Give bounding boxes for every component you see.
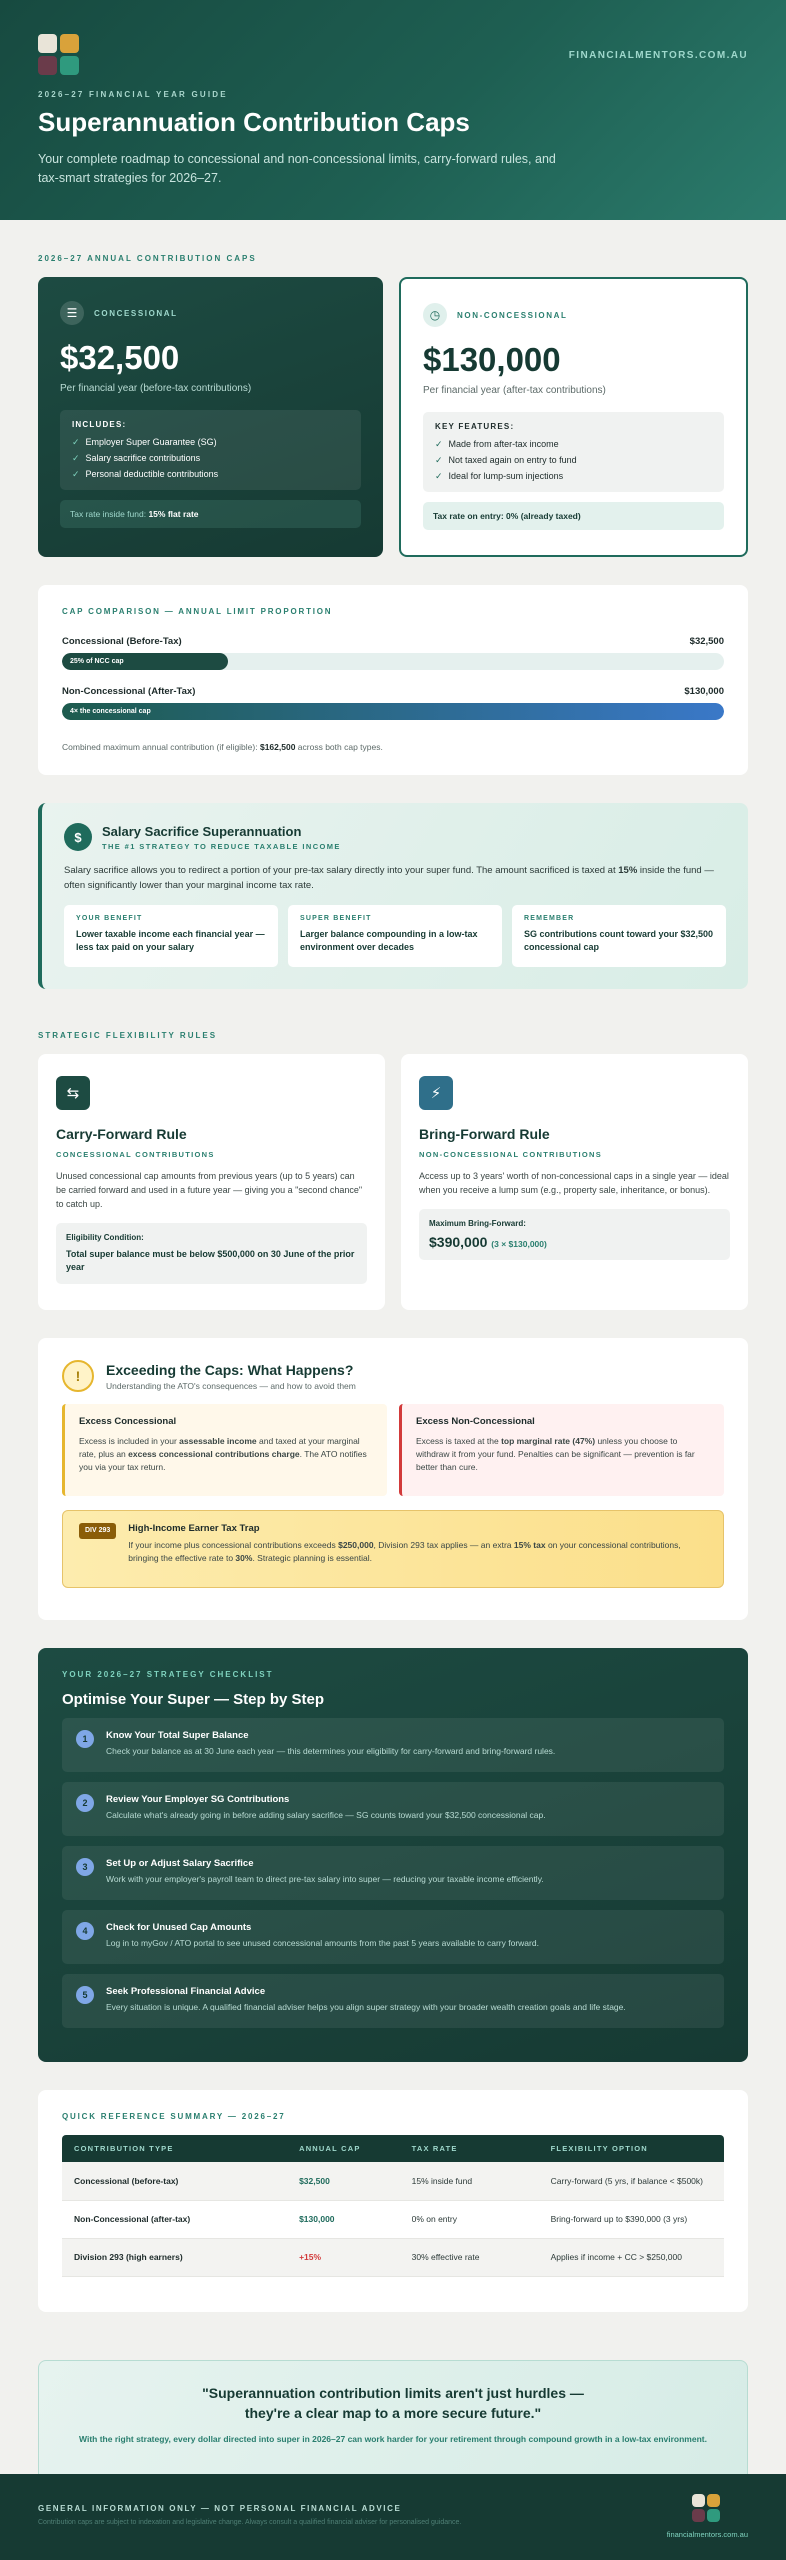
checklist-step: 4 Check for Unused Cap Amounts Log in to myGov / ATO portal to see unused concessional amounts from the past 5 years available to carry forward. — [62, 1910, 724, 1964]
warning-icon: ! — [62, 1360, 94, 1392]
non-concessional-features — [423, 412, 724, 492]
quote-subtext: With the right strategy, every dollar directed into super in 2026–27 can work harder for your retirement through compound growth in a low-tax environment. — [79, 2434, 707, 2444]
excess-non-concessional-box: Excess Non-Concessional Excess is taxed at the top marginal rate (47%) unless you choose to withdraw it from your fund. Penalties can be significant — prevention is far better than cure. — [399, 1404, 724, 1496]
checklist-label: YOUR 2026–27 STRATEGY CHECKLIST — [62, 1670, 274, 1679]
footer — [0, 2474, 786, 2560]
benefit-card: REMEMBER SG contributions count toward your $32,500 concessional cap — [512, 905, 726, 967]
benefit-card: SUPER BENEFIT Larger balance compounding in a low-tax environment over decades — [288, 905, 502, 967]
page-title: Superannuation Contribution Caps — [38, 107, 470, 137]
progress-bar-concessional — [62, 653, 724, 670]
concessional-tag: CONCESSIONAL — [94, 308, 178, 318]
hero-header — [0, 0, 786, 220]
caps-cards — [0, 277, 786, 557]
check-icon: ✓ — [72, 453, 80, 463]
footer-site-link[interactable]: financialmentors.com.au — [666, 2530, 748, 2539]
summary-label: QUICK REFERENCE SUMMARY — 2026–27 — [62, 2112, 286, 2121]
checklist-step: 2 Review Your Employer SG Contributions Calculate what's already going in before adding salary sacrifice — SG counts toward your $32,500 concessional cap. — [62, 1782, 724, 1836]
footer-logo — [692, 2494, 722, 2524]
checklist-step: 5 Seek Professional Financial Advice Every situation is unique. A qualified financial adviser helps you align super strategy with your broader wealth creation goals and life stage. — [62, 1974, 724, 2028]
checklist-step: 1 Know Your Total Super Balance Check your balance as at 30 June each year — this determines your eligibility for carry-forward and bring-forward rules. — [62, 1718, 724, 1772]
table-row: Concessional (before-tax) $32,500 15% inside fund Carry-forward (5 yrs, if balance < $500k) — [62, 2162, 724, 2200]
concessional-period: Per financial year (before-tax contributions) — [60, 383, 252, 394]
comparison-note: Combined maximum annual contribution (if eligible): $162,500 across both cap types. — [62, 742, 383, 752]
dollar-icon: $ — [64, 823, 92, 851]
carry-forward-title: Carry-Forward Rule — [56, 1126, 187, 1142]
progress-bar-non-concessional — [62, 703, 724, 720]
check-icon: ✓ — [435, 455, 443, 465]
list-item: ✓ Not taxed again on entry to fund — [435, 455, 577, 465]
hero-eyebrow: 2026–27 FINANCIAL YEAR GUIDE — [38, 90, 228, 99]
lightning-icon: ⚡ — [419, 1076, 453, 1110]
max-bring-forward-box: Maximum Bring-Forward: $390,000 (3 × $130,000) — [419, 1209, 730, 1260]
comparison-row-non-concessional: Non-Concessional (After-Tax) $130,000 — [62, 686, 724, 697]
non-concessional-tag: NON-CONCESSIONAL — [457, 310, 568, 320]
non-concessional-amount: $130,000 — [423, 341, 561, 378]
salary-sacrifice-body: Salary sacrifice allows you to redirect a portion of your pre-tax salary directly into your super fund. The amount sacrificed is taxed at 15% inside the fund — often significantly lower than your marginal income tax rate. — [64, 865, 714, 891]
div293-badge: DIV 293 — [79, 1523, 116, 1539]
check-icon: ✓ — [435, 471, 443, 481]
exceeding-caps-card — [38, 1338, 748, 1620]
exceeding-subtitle: Understanding the ATO's consequences — and how to avoid them — [106, 1380, 356, 1391]
benefit-card: YOUR BENEFIT Lower taxable income each financial year — less tax paid on your salary — [64, 905, 278, 967]
footer-disclaimer-heading: GENERAL INFORMATION ONLY — NOT PERSONAL FINANCIAL ADVICE — [38, 2504, 402, 2513]
excess-concessional-box: Excess Concessional Excess is included in your assessable income and taxed at your marginal rate, plus an excess concessional contributions charge. The ATO notifies you via your tax return. — [62, 1404, 387, 1496]
page-subtitle: Your complete roadmap to concessional and non-concessional limits, carry-forward rules, and tax-smart strategies for 2026–27. — [38, 152, 556, 185]
quick-reference-summary — [38, 2090, 748, 2312]
features-heading: KEY FEATURES: — [435, 422, 515, 431]
strategy-checklist — [38, 1648, 748, 2062]
concessional-includes — [60, 410, 361, 490]
non-concessional-period: Per financial year (after-tax contributions) — [423, 385, 606, 396]
check-icon: ✓ — [435, 439, 443, 449]
cap-comparison — [38, 585, 748, 775]
rules-section-label: STRATEGIC FLEXIBILITY RULES — [38, 1031, 218, 1040]
quote-line-2: they're a clear map to a more secure future." — [244, 2405, 542, 2421]
list-item: ✓ Salary sacrifice contributions — [72, 453, 201, 463]
closing-quote — [38, 2360, 748, 2482]
clock-icon: ◷ — [423, 303, 447, 327]
list-item: ✓ Personal deductible contributions — [72, 469, 219, 479]
progress-fill: 25% of NCC cap — [62, 653, 228, 670]
concessional-tax-rate: Tax rate inside fund: 15% flat rate — [60, 500, 361, 528]
concessional-card — [38, 277, 383, 557]
carry-forward-body: Unused concessional cap amounts from previous years (up to 5 years) can be carried forward and used in a future year — giving you a "second chance" to catch up. — [56, 1171, 363, 1209]
bring-forward-title: Bring-Forward Rule — [419, 1126, 550, 1142]
progress-fill: 4× the concessional cap — [62, 703, 724, 720]
table-row: Division 293 (high earners) +15% 30% effective rate Applies if income + CC > $250,000 — [62, 2238, 724, 2276]
comparison-row-concessional: Concessional (Before-Tax) $32,500 — [62, 636, 724, 647]
comparison-label: CAP COMPARISON — ANNUAL LIMIT PROPORTION — [62, 607, 333, 616]
carry-forward-card — [38, 1054, 385, 1310]
summary-table: CONTRIBUTION TYPE ANNUAL CAP TAX RATE FLEXIBILITY OPTION Concessional (before-tax) $32,500 15% inside fund Carry-forward (5 yrs, if balance < $500k) Non-Concessional (after-tax) $130,000 0% on entry Bring-forward up to $390,000 (3 yrs) Division 293 (high earners) +15% 30% effective rate Applies if income + CC > $250,000 — [62, 2135, 724, 2277]
check-icon: ✓ — [72, 469, 80, 479]
swap-arrows-icon: ⇆ — [56, 1076, 90, 1110]
list-item: ✓ Made from after-tax income — [435, 439, 559, 449]
check-icon: ✓ — [72, 437, 80, 447]
non-concessional-tax-rate: Tax rate on entry: 0% (already taxed) — [423, 502, 724, 530]
list-item: ✓ Employer Super Guarantee (SG) — [72, 437, 217, 447]
layers-icon: ☰ — [60, 301, 84, 325]
bring-forward-subtitle: NON-CONCESSIONAL CONTRIBUTIONS — [419, 1150, 603, 1159]
quote-line-1: "Superannuation contribution limits aren't just hurdles — — [202, 2385, 584, 2401]
includes-heading: INCLUDES: — [72, 420, 127, 429]
eligibility-box: Eligibility Condition: Total super balance must be below $500,000 on 30 June of the prior year — [56, 1223, 367, 1284]
salary-sacrifice-title: Salary Sacrifice Superannuation — [102, 823, 302, 839]
table-row: Non-Concessional (after-tax) $130,000 0% on entry Bring-forward up to $390,000 (3 yrs) — [62, 2200, 724, 2238]
checklist-title: Optimise Your Super — Step by Step — [62, 1691, 324, 1708]
site-link[interactable]: FINANCIALMENTORS.COM.AU — [568, 50, 748, 61]
bring-forward-card — [401, 1054, 748, 1310]
checklist-step: 3 Set Up or Adjust Salary Sacrifice Work with your employer's payroll team to direct pre-tax salary into super — reducing your taxable income efficiently. — [62, 1846, 724, 1900]
div293-trap-box: DIV 293 High-Income Earner Tax Trap If your income plus concessional contributions exceeds $250,000, Division 293 tax applies — an extra 15% tax on your concessional contributions, bringing the effective rate to 30%. Strategic planning is essential. — [62, 1510, 724, 1588]
salary-sacrifice-card — [38, 803, 748, 989]
non-concessional-card — [399, 277, 748, 557]
exceeding-title: Exceeding the Caps: What Happens? — [106, 1361, 354, 1378]
list-item: ✓ Ideal for lump-sum injections — [435, 471, 564, 481]
logo — [38, 34, 82, 78]
footer-disclaimer-text: Contribution caps are subject to indexation and legislative change. Always consult a qualified financial adviser for personalised guidance. — [38, 2519, 462, 2526]
salary-sacrifice-subtitle: THE #1 STRATEGY TO REDUCE TAXABLE INCOME — [102, 841, 341, 851]
carry-forward-subtitle: CONCESSIONAL CONTRIBUTIONS — [56, 1150, 215, 1159]
concessional-amount: $32,500 — [60, 339, 180, 376]
bring-forward-body: Access up to 3 years' worth of non-concessional caps in a single year — ideal when you receive a lump sum (e.g., property sale, inheritance, or bonus). — [419, 1171, 729, 1195]
caps-section-label: 2026–27 ANNUAL CONTRIBUTION CAPS — [38, 254, 257, 263]
